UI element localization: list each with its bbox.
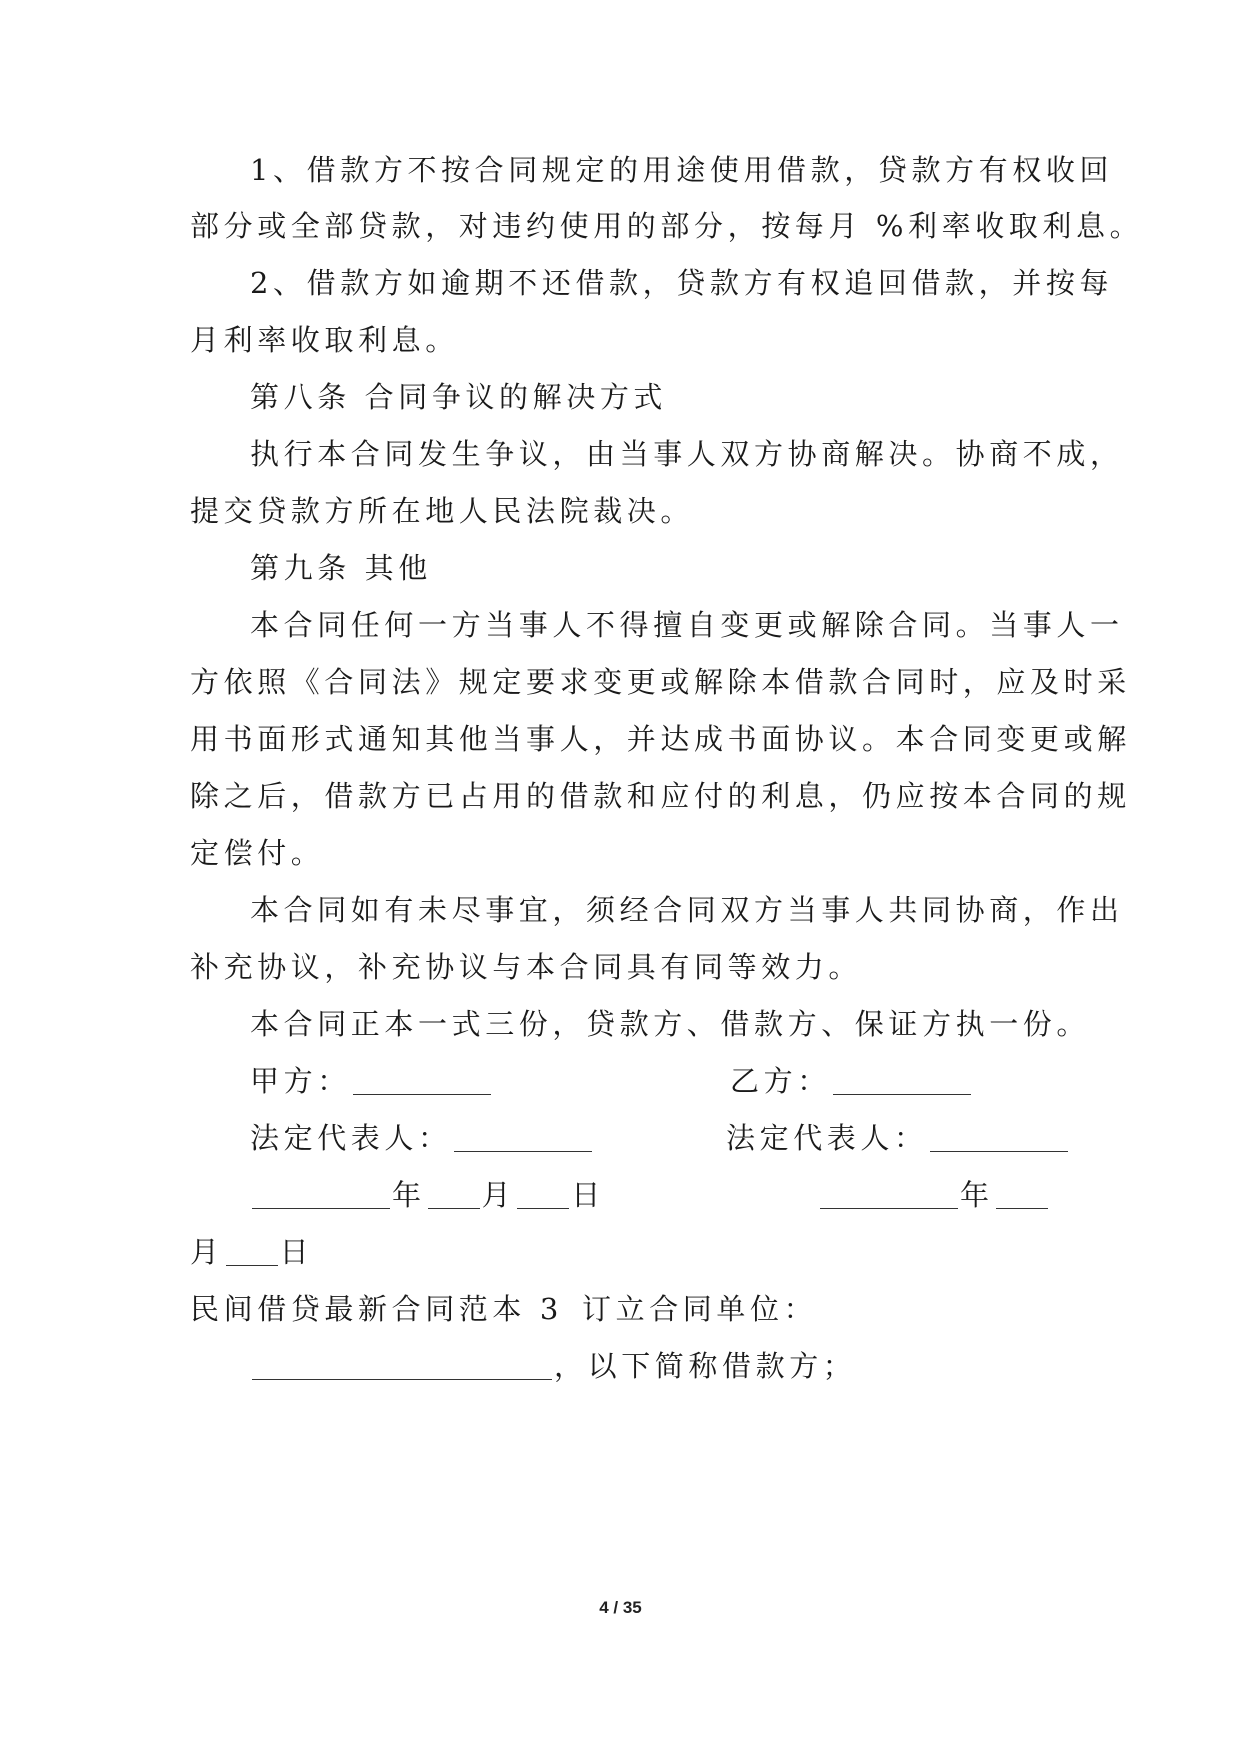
day-b-blank xyxy=(226,1237,278,1266)
paragraph-line: 用书面形式通知其他当事人，并达成书面协议。本合同变更或解 xyxy=(190,722,1131,756)
rep-a-line xyxy=(250,1118,594,1158)
day-label: 日 xyxy=(279,1235,314,1269)
party-b-line xyxy=(730,1061,973,1101)
paragraph-line: 部分或全部贷款，对违约使用的部分，按每月 %利率收取利息。 xyxy=(190,209,1144,243)
rep-b-blank xyxy=(930,1123,1068,1152)
month-a-blank xyxy=(428,1180,480,1209)
party-a-blank xyxy=(353,1066,491,1095)
paragraph-line: 执行本合同发生争议，由当事人双方协商解决。协商不成， xyxy=(250,437,1124,471)
party-b-label: 乙方： xyxy=(730,1064,831,1098)
year-a-blank xyxy=(252,1180,390,1209)
paragraph-line: 定偿付。 xyxy=(190,836,325,870)
party-a-line xyxy=(250,1061,493,1101)
month-label: 月 xyxy=(190,1235,224,1269)
paragraph-line: 方依照《合同法》规定要求变更或解除本借款合同时，应及时采 xyxy=(190,665,1131,699)
month-label: 月 xyxy=(481,1178,516,1212)
next-contract-title: 民间借贷最新合同范本 3 xyxy=(190,1292,563,1326)
month-b-blank-start xyxy=(996,1180,1048,1209)
rep-a-label: 法定代表人： xyxy=(250,1121,452,1155)
year-label: 年 xyxy=(960,1178,994,1212)
day-a-blank xyxy=(517,1180,569,1209)
borrower-line xyxy=(250,1346,856,1386)
paragraph-line: 补充协议，补充协议与本合同具有同等效力。 xyxy=(190,950,863,984)
date-a-line xyxy=(250,1175,605,1215)
date-b-line xyxy=(818,1175,1050,1215)
rep-b-line xyxy=(726,1118,1070,1158)
section-heading: 第八条 合同争议的解决方式 xyxy=(250,380,668,414)
year-label: 年 xyxy=(392,1178,426,1212)
paragraph-line: 月利率收取利息。 xyxy=(190,323,459,357)
date-b-continued xyxy=(190,1232,313,1272)
paragraph-line: 提交贷款方所在地人民法院裁决。 xyxy=(190,494,695,528)
paragraph-line: 除之后，借款方已占用的借款和应付的利息，仍应按本合同的规 xyxy=(190,779,1131,813)
paragraph-line: 本合同如有未尽事宜，须经合同双方当事人共同协商，作出 xyxy=(250,893,1124,927)
rep-a-blank xyxy=(454,1123,592,1152)
paragraph-line: 本合同正本一式三份，贷款方、借款方、保证方执一份。 xyxy=(250,1007,1091,1041)
section-heading: 第九条 其他 xyxy=(250,551,432,585)
paragraph-line: 本合同任何一方当事人不得擅自变更或解除合同。当事人一 xyxy=(250,608,1124,642)
page-number: 4 / 35 xyxy=(599,1598,642,1617)
party-b-blank xyxy=(833,1066,971,1095)
paragraph-line: 2、借款方如逾期不还借款，贷款方有权追回借款，并按每 xyxy=(250,266,1114,300)
paragraph-line: 1、借款方不按合同规定的用途使用借款，贷款方有权收回 xyxy=(250,153,1114,187)
borrower-suffix: ，以下简称借款方； xyxy=(554,1349,857,1383)
day-label: 日 xyxy=(571,1178,605,1212)
party-a-label: 甲方： xyxy=(250,1064,351,1098)
year-b-blank xyxy=(820,1180,958,1209)
borrower-blank xyxy=(252,1351,552,1380)
contract-unit-label: 订立合同单位： xyxy=(582,1292,818,1326)
rep-b-label: 法定代表人： xyxy=(726,1121,928,1155)
